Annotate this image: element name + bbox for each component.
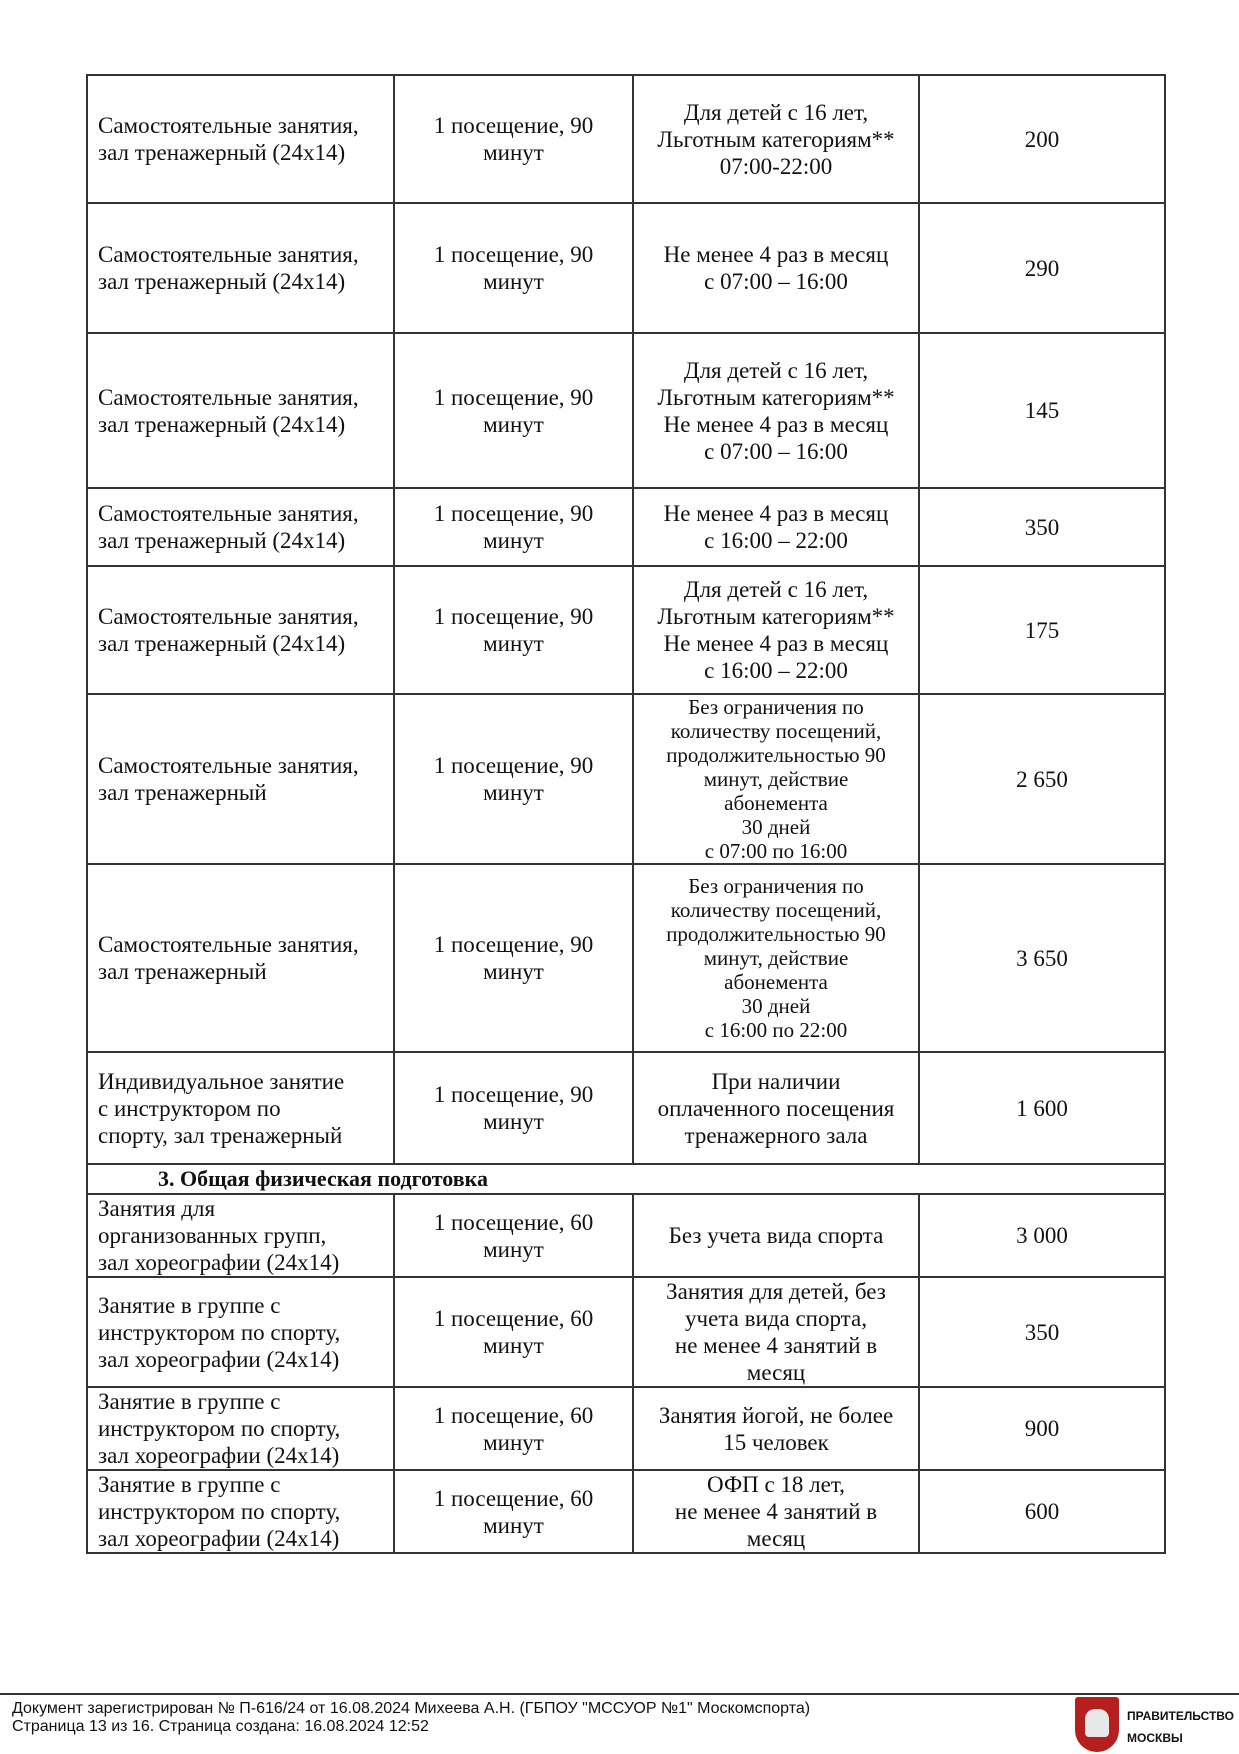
table-row <box>87 864 1165 1052</box>
registration-info: Документ зарегистрирован № П-616/24 от 16.08.2024 Михеева А.Н. (ГБПОУ "МССУОР №1" Москомспорта) <box>12 1700 811 1717</box>
conditions-cell-line: продолжительностью 90 <box>666 922 886 946</box>
table-row <box>87 488 1165 566</box>
conditions-cell <box>633 203 919 333</box>
service-cell-line: зал тренажерный <box>98 780 267 805</box>
conditions-cell-line: продолжительностью 90 <box>666 743 886 767</box>
unit-cell-line: 1 посещение, 90 <box>433 242 594 267</box>
unit-cell-line: 1 посещение, 90 <box>433 932 594 957</box>
conditions-cell-line: Не менее 4 раз в месяц <box>663 242 889 267</box>
conditions-cell <box>633 333 919 488</box>
conditions-cell-line: 07:00-22:00 <box>719 153 833 179</box>
conditions-cell-line: с 07:00 – 16:00 <box>704 438 848 464</box>
conditions-cell-line: Не менее 4 раз в месяц <box>663 411 889 437</box>
conditions-cell-line: тренажерного зала <box>684 1122 868 1148</box>
conditions-cell-line: Льготным категориям** <box>657 604 895 629</box>
table-row <box>87 1052 1165 1164</box>
service-cell-line: Самостоятельные занятия, <box>98 113 359 138</box>
price-cell: 350 <box>919 488 1165 566</box>
conditions-cell-line: не менее 4 занятий в <box>674 1333 878 1358</box>
price-cell: 145 <box>919 333 1165 488</box>
government-label <box>1127 1705 1234 1749</box>
service-cell-line: инструктором по спорту, <box>98 1416 341 1441</box>
service-cell-line: с инструктором по <box>98 1095 281 1121</box>
service-cell-line: Самостоятельные занятия, <box>98 242 359 267</box>
service-cell-line: инструктором по спорту, <box>98 1319 341 1345</box>
service-cell <box>87 1470 394 1553</box>
price-cell: 200 <box>919 75 1165 203</box>
table-row <box>87 694 1165 864</box>
table-row <box>87 1387 1165 1470</box>
unit-cell-line: минут <box>483 959 544 984</box>
gov-line-2: МОСКВЫ <box>1127 1731 1183 1745</box>
conditions-cell-line: Не менее 4 раз в месяц <box>663 631 889 656</box>
conditions-cell-line: Для детей с 16 лет, <box>683 357 869 383</box>
conditions-cell-line: Без учета вида спорта <box>668 1223 884 1248</box>
service-cell-line: зал хореографии (24x14) <box>98 1443 340 1468</box>
unit-cell-line: минут <box>483 140 544 165</box>
conditions-cell-line: Льготным категориям** <box>657 384 895 410</box>
conditions-cell-line: с 16:00 по 22:00 <box>704 1018 848 1042</box>
conditions-cell-line: абонемента <box>724 970 828 994</box>
unit-cell-line: 1 посещение, 90 <box>433 384 594 410</box>
price-cell: 900 <box>919 1387 1165 1470</box>
conditions-cell-line: минут, действие <box>703 767 849 791</box>
service-cell-line: Индивидуальное занятие <box>98 1068 345 1094</box>
conditions-cell-line: ОФП с 18 лет, <box>707 1472 845 1497</box>
unit-cell-line: минут <box>483 1429 544 1455</box>
conditions-cell-line: с 07:00 по 16:00 <box>704 839 848 863</box>
unit-cell <box>394 1277 633 1387</box>
unit-cell-line: минут <box>483 780 544 805</box>
unit-cell-line: минут <box>483 269 544 294</box>
service-cell-line: зал тренажерный (24x14) <box>98 528 346 553</box>
footer-divider <box>0 1693 1239 1695</box>
service-cell-line: зал тренажерный (24x14) <box>98 411 346 437</box>
service-cell-line: организованных групп, <box>98 1223 327 1248</box>
unit-cell <box>394 694 633 864</box>
service-cell-line: спорту, зал тренажерный <box>98 1122 343 1148</box>
service-cell-line: зал хореографии (24x14) <box>98 1346 340 1372</box>
service-cell-line: Самостоятельные занятия, <box>98 932 359 957</box>
conditions-cell-line: с 16:00 – 22:00 <box>704 658 848 683</box>
unit-cell <box>394 488 633 566</box>
conditions-cell-line: учета вида спорта, <box>685 1306 867 1331</box>
price-cell: 3 650 <box>919 864 1165 1052</box>
service-cell <box>87 488 394 566</box>
service-cell-line: Занятие в группе с <box>98 1472 281 1497</box>
gov-line-1: ПРАВИТЕЛЬСТВО <box>1127 1709 1235 1723</box>
conditions-cell-line: Без ограничения по <box>688 874 864 898</box>
registration-footer <box>12 1700 810 1736</box>
service-cell-line: Самостоятельные занятия, <box>98 753 359 778</box>
service-cell-line: Занятие в группе с <box>98 1292 281 1318</box>
service-cell-line: зал хореографии (24x14) <box>98 1526 340 1551</box>
price-cell: 600 <box>919 1470 1165 1553</box>
conditions-cell <box>633 694 919 864</box>
unit-cell <box>394 333 633 488</box>
price-cell: 3 000 <box>919 1194 1165 1277</box>
conditions-cell-line: с 16:00 – 22:00 <box>704 528 848 553</box>
price-cell: 1 600 <box>919 1052 1165 1164</box>
conditions-cell-line: Льготным категориям** <box>657 126 895 152</box>
unit-cell <box>394 75 633 203</box>
service-cell-line: зал тренажерный (24x14) <box>98 269 346 294</box>
conditions-cell-line: При наличии <box>711 1068 841 1094</box>
table-row <box>87 1194 1165 1277</box>
conditions-cell-line: Не менее 4 раз в месяц <box>663 501 889 526</box>
service-cell <box>87 566 394 694</box>
unit-cell-line: минут <box>483 411 544 437</box>
conditions-cell <box>633 1052 919 1164</box>
conditions-cell-line: не менее 4 занятий в <box>674 1499 878 1524</box>
price-cell: 175 <box>919 566 1165 694</box>
section-title: 3. Общая физическая подготовка <box>87 1164 1165 1194</box>
price-cell: 2 650 <box>919 694 1165 864</box>
unit-cell-line: 1 посещение, 90 <box>433 501 594 526</box>
unit-cell-line: 1 посещение, 90 <box>433 753 594 778</box>
conditions-cell <box>633 1277 919 1387</box>
unit-cell-line: 1 посещение, 60 <box>433 1209 594 1235</box>
service-cell-line: Самостоятельные занятия, <box>98 501 359 526</box>
unit-cell <box>394 1387 633 1470</box>
unit-cell-line: минут <box>483 1512 544 1538</box>
unit-cell <box>394 203 633 333</box>
conditions-cell-line: минут, действие <box>703 946 849 970</box>
service-cell-line: зал тренажерный <box>98 959 267 984</box>
table-row <box>87 333 1165 488</box>
conditions-cell-line: Занятия для детей, без <box>666 1279 886 1304</box>
conditions-cell-line: абонемента <box>724 791 828 815</box>
unit-cell <box>394 1052 633 1164</box>
unit-cell-line: минут <box>483 1109 544 1134</box>
table-row <box>87 566 1165 694</box>
conditions-cell <box>633 75 919 203</box>
service-cell-line: Самостоятельные занятия, <box>98 604 359 629</box>
service-cell-line: зал хореографии (24x14) <box>98 1250 340 1275</box>
conditions-cell-line: 15 человек <box>723 1429 829 1455</box>
conditions-cell-line: 30 дней <box>741 815 811 839</box>
service-cell <box>87 203 394 333</box>
conditions-cell-line: оплаченного посещения <box>657 1095 895 1121</box>
conditions-cell-line: Без ограничения по <box>688 695 864 719</box>
service-cell-line: Занятия для <box>98 1196 216 1221</box>
conditions-cell-line: Для детей с 16 лет, <box>683 577 869 602</box>
service-cell-line: зал тренажерный (24x14) <box>98 140 346 165</box>
conditions-cell <box>633 1387 919 1470</box>
service-cell <box>87 1052 394 1164</box>
conditions-cell <box>633 1194 919 1277</box>
conditions-cell <box>633 864 919 1052</box>
service-cell-line: зал тренажерный (24x14) <box>98 631 346 656</box>
price-cell: 290 <box>919 203 1165 333</box>
table-row <box>87 75 1165 203</box>
section-header-row <box>87 1164 1165 1194</box>
conditions-cell <box>633 488 919 566</box>
table-row <box>87 1277 1165 1387</box>
conditions-cell <box>633 566 919 694</box>
moscow-coat-of-arms-icon <box>1075 1697 1119 1752</box>
price-table <box>86 74 1166 1554</box>
unit-cell-line: 1 посещение, 90 <box>433 113 594 138</box>
service-cell-line: инструктором по спорту, <box>98 1499 341 1524</box>
conditions-cell <box>633 1470 919 1553</box>
service-cell <box>87 1194 394 1277</box>
service-cell <box>87 1387 394 1470</box>
unit-cell-line: 1 посещение, 60 <box>433 1485 594 1511</box>
unit-cell-line: 1 посещение, 60 <box>433 1306 594 1331</box>
unit-cell-line: 1 посещение, 90 <box>433 604 594 629</box>
service-cell <box>87 864 394 1052</box>
service-cell <box>87 333 394 488</box>
table-row <box>87 1470 1165 1553</box>
service-cell-line: Занятие в группе с <box>98 1389 281 1414</box>
price-cell: 350 <box>919 1277 1165 1387</box>
conditions-cell-line: Занятия йогой, не более <box>658 1402 894 1428</box>
unit-cell <box>394 1470 633 1553</box>
page-info: Страница 13 из 16. Страница создана: 16.08.2024 12:52 <box>12 1718 429 1735</box>
conditions-cell-line: месяц <box>746 1360 806 1385</box>
service-cell <box>87 694 394 864</box>
service-cell-line: Самостоятельные занятия, <box>98 384 359 410</box>
conditions-cell-line: количеству посещений, <box>670 719 882 743</box>
unit-cell <box>394 566 633 694</box>
unit-cell-line: минут <box>483 631 544 656</box>
unit-cell <box>394 1194 633 1277</box>
unit-cell-line: минут <box>483 528 544 553</box>
unit-cell-line: 1 посещение, 90 <box>433 1082 594 1107</box>
unit-cell <box>394 864 633 1052</box>
conditions-cell-line: 30 дней <box>741 994 811 1018</box>
unit-cell-line: минут <box>483 1333 544 1358</box>
conditions-cell-line: месяц <box>746 1526 806 1551</box>
service-cell <box>87 75 394 203</box>
service-cell <box>87 1277 394 1387</box>
unit-cell-line: 1 посещение, 60 <box>433 1402 594 1428</box>
conditions-cell-line: с 07:00 – 16:00 <box>704 269 848 294</box>
unit-cell-line: минут <box>483 1236 544 1262</box>
conditions-cell-line: Для детей с 16 лет, <box>683 99 869 125</box>
conditions-cell-line: количеству посещений, <box>670 898 882 922</box>
table-row <box>87 203 1165 333</box>
